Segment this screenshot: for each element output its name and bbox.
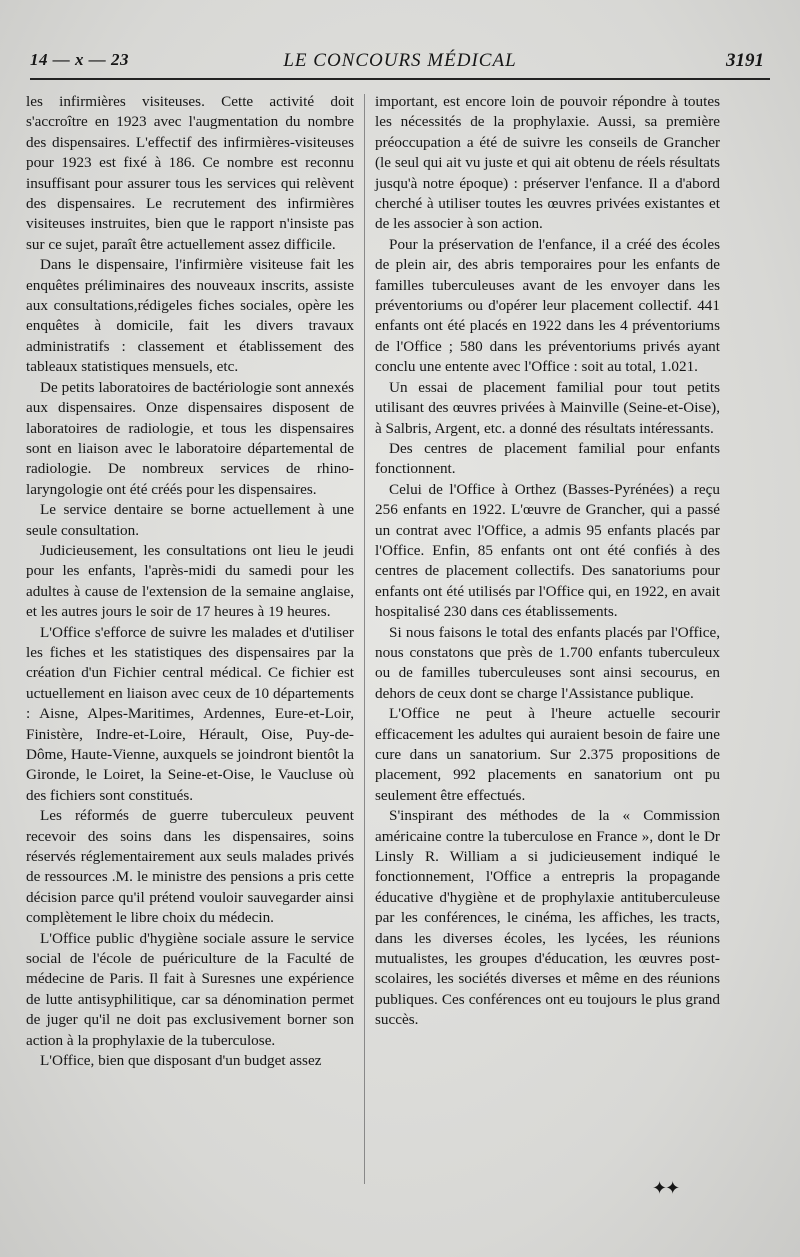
- paragraph: les infirmières visiteuses. Cette activité doit s'accroître en 1923 avec l'augmentation du nombre des dispensaires. L'effectif des infirmières-visiteuses pour 1923 est fixé à 186. Ce nombre est reconnu insuffisant pour assurer tous les services qui relèvent des dispensaires. Le recrutement des infirmières visiteuses instruites, bien que le rapport n'insiste pas sur ce sujet, paraît être actuellement assez difficile.: [26, 93, 354, 253]
- paragraph: S'inspirant des méthodes de la « Commission américaine contre la tuberculose en France », dont le Dr Linsly R. William a si judicieusement indiqué le fonctionnement, l'Office a entrepris la propagande éducative d'hygiène et de prophylaxie antituberculeuse par les conférences, le cinéma, les affiches, les tracts, dans les diverses écoles, les lycées, les réunions mutualistes, les groupes d'éducation, les œuvres post-scolaires, les sociétés diverses et même en des réunions publiques. Ces conférences ont eu toujours le plus grand succès.: [375, 807, 720, 1029]
- paragraph: De petits laboratoires de bactériologie sont annexés aux dispensaires. Onze dispensaires disposent de laboratoires de radiologie, et tous les dispensaires sont en liaison avec le laboratoire départemental de radiologie. De nombreux services de rhino-laryngologie ont été créés pour les dispensaires.: [26, 378, 354, 498]
- page-number: 3191: [726, 50, 764, 71]
- column-separator: [364, 94, 365, 1184]
- paragraph: Pour la préservation de l'enfance, il a créé des écoles de plein air, des abris temporaires pour les enfants de familles tuberculeuses avant de les envoyer dans les préventoriums ou d'opérer leur placement collectif. 441 enfants ont été placés en 1922 dans les 4 préventoriums de l'Office ; 580 dans les préventoriums privés ayant conclu une entente avec l'Office : soit au total, 1.021.: [375, 235, 720, 376]
- journal-title: LE CONCOURS MÉDICAL: [283, 50, 517, 71]
- right-column: [375, 92, 720, 1031]
- paragraph: Celui de l'Office à Orthez (Basses-Pyrénées) a reçu 256 enfants en 1922. L'œuvre de Grancher, qui a passé un contrat avec l'Office, a admis 95 enfants placés par l'Office. Enfin, 85 enfants ont ont été confiés à des centres de placement collectifs. Des sanatoriums pour enfants ont été utilisés par l'Office qui, en 1922, en avait hospitalisé 230 dans ces établissements.: [375, 480, 720, 621]
- end-ornament: ✦✦: [652, 1178, 679, 1198]
- paragraph: Si nous faisons le total des enfants placés par l'Office, nous constatons que près de 1.700 enfants tuberculeux ou de familles tuberculeuses sont ainsi secourus, en dehors de ceux dont se charge l'Assistance publique.: [375, 623, 720, 702]
- paragraph: Un essai de placement familial pour tout petits utilisant des œuvres privées à Mainville (Seine-et-Oise), à Salbris, Argent, etc. a donné des résultats intéressants.: [375, 378, 720, 437]
- header-rule: [30, 78, 770, 80]
- paragraph: L'Office, bien que disposant d'un budget assez: [40, 1052, 322, 1070]
- paragraph: Des centres de placement familial pour enfants fonctionnent.: [375, 439, 720, 478]
- paragraph: L'Office s'efforce de suivre les malades et d'utiliser les fiches et les statistiques des dispensaires par la création d'un Fichier central médical. Ce fichier est uctuellement en liaison avec ceux de 10 départements : Aisne, Alpes-Maritimes, Ardennes, Eure-et-Loir, Finistère, Indre-et-Loire, Hérault, Oise, Puy-de-Dôme, Haute-Vienne, auxquels se joindront bientôt la Gironde, le Loiret, la Seine-et-Oise, le Vaucluse où des fichiers sont constitués.: [26, 623, 354, 804]
- running-header: [30, 44, 770, 74]
- paragraph: Le service dentaire se borne actuellement à une seule consultation.: [26, 501, 354, 539]
- paragraph: important, est encore loin de pouvoir répondre à toutes les nécessités de la prophylaxie. Aussi, sa première préoccupation a été de suivre les conseils de Grancher (le seul qui ait vu juste et qui ait obtenu de réels résultats jusqu'à notre époque) : préserver l'enfance. Il a d'abord cherché à utiliser toutes les œuvres privées existantes et de les associer à son action.: [375, 93, 721, 233]
- issue-reference: 14 — x — 23: [30, 50, 129, 69]
- paragraph: L'Office public d'hygiène sociale assure le service social de l'école de puériculture de la Faculté de médecine de Paris. Il fait à Suresnes une expérience de lutte antisyphilitique, car sa dénomination permet de juger qu'il ne doit pas exclusivement borner son action à la prophylaxie de la tuberculose.: [26, 929, 354, 1049]
- paragraph: Les réformés de guerre tuberculeux peuvent recevoir des soins dans les dispensaires, soins réservés réglementairement aux seuls malades privés de ressources .M. le ministre des pensions a pris cette décision parce qu'il prétend vouloir sauvegarder ainsi complètement le libre choix du médecin.: [26, 807, 354, 927]
- left-column: [26, 92, 354, 1072]
- paragraph: L'Office ne peut à l'heure actuelle secourir efficacement les adultes qui auraient besoin de faire une cure dans un sanatorium. Sur 2.375 propositions de placement, 992 placements en sanatorium ont pu seulement être effectués.: [375, 705, 720, 804]
- paragraph: Judicieusement, les consultations ont lieu le jeudi pour les enfants, l'après-midi du samedi pour les adultes à cause de l'extension de la semaine anglaise, et les autres jours le soir de 17 heures à 19 heures.: [26, 541, 354, 621]
- paragraph: Dans le dispensaire, l'infirmière visiteuse fait les enquêtes préliminaires des nouveaux inscrits, assiste aux consultations,rédigeles fiches sociales, opère les enquêtes à domicile, fait les divers travaux administratifs : classement et établissement des tableaux statistiques mensuels, etc.: [26, 256, 354, 376]
